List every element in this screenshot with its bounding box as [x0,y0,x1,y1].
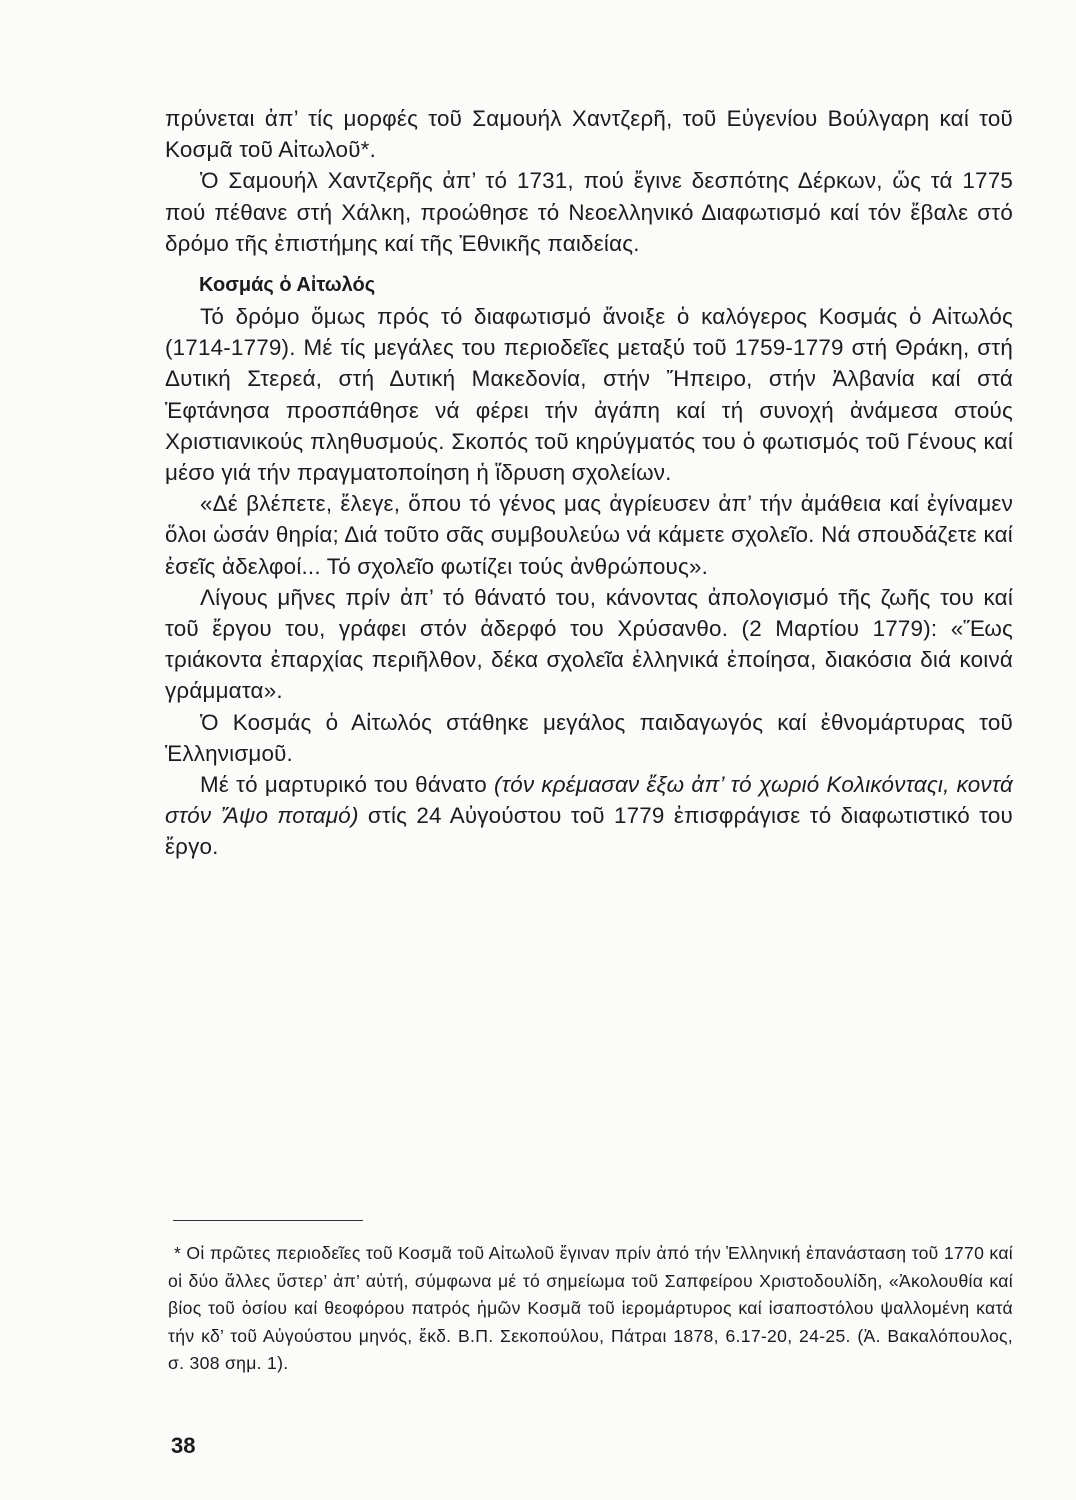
paragraph-main-4: Ὁ Κοσμάς ὁ Αἰτωλός στάθηκε μεγάλος παιδαγωγός καί ἐθνομάρτυρας τοῦ Ἑλληνισμοῦ. [165,709,1013,766]
page-number: 38 [171,1433,196,1458]
main-text [165,103,1013,863]
paragraph-final-before: Μέ τό μαρτυρικό του θάνατο [200,772,487,798]
paragraph-intro-2: Ὁ Σαμουήλ Χαντζερῆς ἀπ’ τό 1731, πού ἔγινε δεσπότης Δέρκων, ὥς τά 1775 πού πέθανε στή Χάλκη, προώθησε τό Νεοελληνικό Διαφωτισμό καί τόν ἔβαλε στό δρόμο τῆς ἐπιστήμης καί τῆς Ἐθνικῆς παιδείας. [165,168,1013,256]
footnote: * Οἱ πρῶτες περιοδεῖες τοῦ Κοσμᾶ τοῦ Αἰτωλοῦ ἔγιναν πρίν ἀπό τήν Ἑλληνική ἐπανάσταση τοῦ 1770 καί οἱ δύο ἄλλες ὕστερ’ ἀπ’ αὐτή, σύμφωνα μέ τό σημείωμα τοῦ Σαπφείρου Χριστοδουλίδη, «Ἀκολουθία καί βίος τοῦ ὁσίου καί θεοφόρου πατρός ἡμῶν Κοσμᾶ τοῦ ἱερομάρτυρος καί ἰσαποστόλου ψαλλομένη κατά τήν κδ’ τοῦ Αὐγούστου μηνός, ἔκδ. Β.Π. Σεκοπούλου, Πάτραι 1878, 6.17-20, 24-25. (Ἀ. Βακαλόπουλος, σ. 308 σημ. 1). [168,1243,1013,1373]
paragraph-main-3: Λίγους μῆνες πρίν ἀπ’ τό θάνατό του, κάνοντας ἀπολογισμό τῆς ζωῆς του καί τοῦ ἔργου του, γράφει στόν ἀδερφό του Χρύσανθο. (2 Μαρτίου 1779): «Ἕως τριάκοντα ἐπαρχίας περιῆλθον, δέκα σχολεῖα ἑλληνικά ἐποίησα, διακόσια διά κοινά γράμματα». [165,584,1013,704]
paragraph-final [165,769,1013,863]
paragraph-final-italic: (τόν κρέμασαν ἔξω ἀπ’ τό χωριό Κολικόνταςι, κοντά στόν Ἄψο ποταμό) [165,772,1013,829]
paragraph-main-1: Τό δρόμο ὅμως πρός τό διαφωτισμό ἄνοιξε ὁ καλόγερος Κοσμάς ὁ Αἰτωλός (1714-1779). Μέ τίς μεγάλες του περιοδεῖες μεταξύ τοῦ 1759-1779 στή Θράκη, στή Δυτική Στερεά, στή Δυτική Μακεδονία, στήν Ἤπειρο, στήν Ἀλβανία καί στά Ἑφτάνησα προσπάθησε νά φέρει τήν ἀγάπη καί τή συνοχή ἀνάμεσα στούς Χριστιανικούς πληθυσμούς. Σκοπός τοῦ κηρύγματός του ὁ φωτισμός τοῦ Γένους καί μέσο γιά τήν πραγματοποίηση ἡ ἵδρυση σχολείων. [165,304,1013,486]
paragraph-main-2: «Δέ βλέπετε, ἔλεγε, ὅπου τό γένος μας ἀγρίευσεν ἀπ’ τήν ἀμάθεια καί ἐγίναμεν ὅλοι ὡσάν θηρία; Διά τοῦτο σᾶς συμβουλεύω νά κάμετε σχολεῖο. Νά σπουδάζετε καί ἐσεῖς ἀδελφοί... Τό σχολεῖο φωτίζει τούς ἀνθρώπους». [165,491,1013,579]
footnote-divider [173,1220,363,1221]
page-body [165,103,1013,863]
paragraph-final-after: στίς 24 Αὐγούστου τοῦ 1779 ἐπισφράγισε τό διαφωτιστικό του ἔργο. [165,803,1014,860]
paragraph-intro-1: πρύνεται ἀπ’ τίς μορφές τοῦ Σαμουήλ Χαντζερῆ, τοῦ Εὐγενίου Βούλγαρη καί τοῦ Κοσμᾶ τοῦ Αἰτωλοῦ*. [165,106,1013,163]
section-heading: Κοσμάς ὁ Αἰτωλός [199,274,376,297]
